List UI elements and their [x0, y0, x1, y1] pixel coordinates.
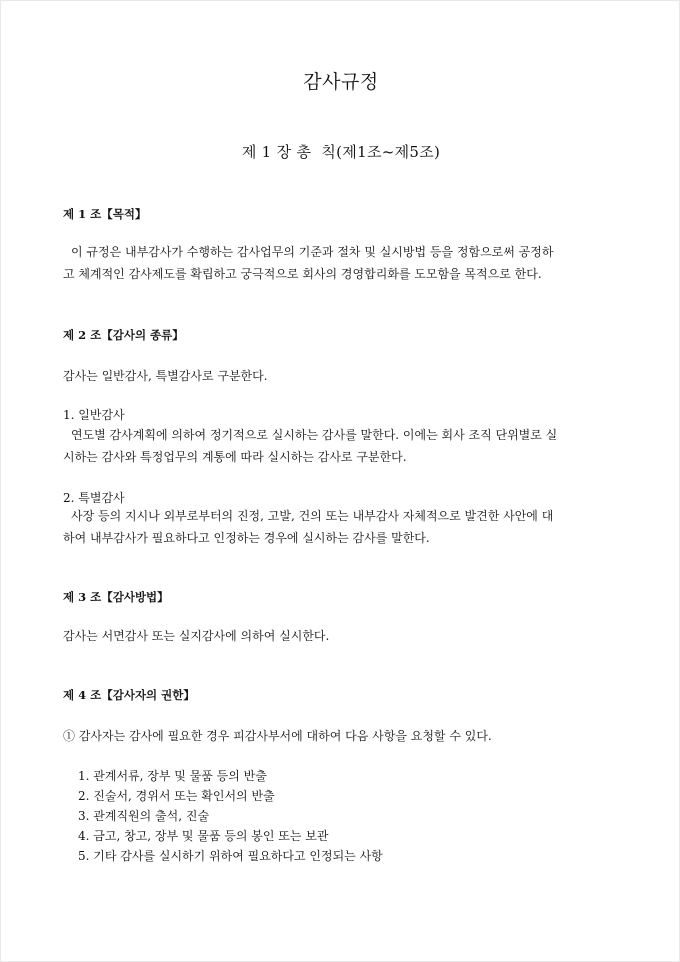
article-1-heading: 제 1 조【목적】 — [63, 207, 147, 221]
article-2-item-2-label: 2. 특별감사 — [63, 491, 125, 505]
article-2-item-2-line-2: 하여 내부감사가 필요하다고 인정하는 경우에 실시하는 감사를 말한다. — [63, 531, 430, 545]
list-item: 1. 관계서류, 장부 및 물품 등의 반출 — [78, 769, 267, 783]
article-4-body-text: ① 감사자는 감사에 필요한 경우 피감사부서에 대하여 다음 사항을 요청할 수 있다. — [63, 729, 492, 743]
article-3-heading: 제 3 조【감사방법】 — [63, 590, 169, 604]
list-item: 2. 진술서, 경위서 또는 확인서의 반출 — [78, 789, 275, 803]
article-2-item-2-line-1: 사장 등의 지시나 외부로부터의 진정, 고발, 건의 또는 내부감사 자체적으로 발견한 사안에 대 — [71, 509, 554, 523]
article-2-item-1-label: 1. 일반감사 — [63, 408, 125, 422]
article-3-body — [63, 625, 631, 647]
list-item: 5. 기타 감사를 실시하기 위하여 필요하다고 인정되는 사항 — [78, 849, 383, 863]
list-item: 3. 관계직원의 출석, 진술 — [78, 809, 210, 823]
chapter-title: 제 1 장 총 칙(제1조~제5조) — [241, 143, 441, 161]
article-4-heading: 제 4 조【감사자의 권한】 — [63, 688, 195, 702]
article-4-list — [78, 766, 383, 866]
article-4-body — [63, 725, 631, 747]
article-1-line-1: 이 규정은 내부감사가 수행하는 감사업무의 기준과 절차 및 실시방법 등을 정함으로써 공정하 — [71, 245, 554, 259]
article-2-item-1-line-2: 시하는 감사와 특정업무의 계통에 따라 실시하는 감사로 구분한다. — [63, 450, 407, 464]
article-2-item-1-line-1: 연도별 감사계획에 의하여 정기적으로 실시하는 감사를 말한다. 이에는 회사 조직 단위별로 실 — [71, 428, 558, 442]
article-2-item-2-body — [63, 505, 631, 549]
article-2-heading: 제 2 조【감사의 종류】 — [63, 328, 184, 342]
article-2-item-1-body — [63, 424, 631, 468]
article-1-line-2: 고 체계적인 감사제도를 확립하고 궁극적으로 회사의 경영합리화를 도모함을 목적으로 한다. — [63, 267, 542, 281]
article-2-intro-text: 감사는 일반감사, 특별감사로 구분한다. — [63, 369, 268, 383]
article-2-intro — [63, 365, 631, 387]
list-item: 4. 금고, 창고, 장부 및 물품 등의 봉인 또는 보관 — [78, 829, 329, 843]
article-3-body-text: 감사는 서면감사 또는 실지감사에 의하여 실시한다. — [63, 629, 330, 643]
document-title: 감사규정 — [303, 71, 379, 93]
article-1-body — [63, 241, 631, 285]
